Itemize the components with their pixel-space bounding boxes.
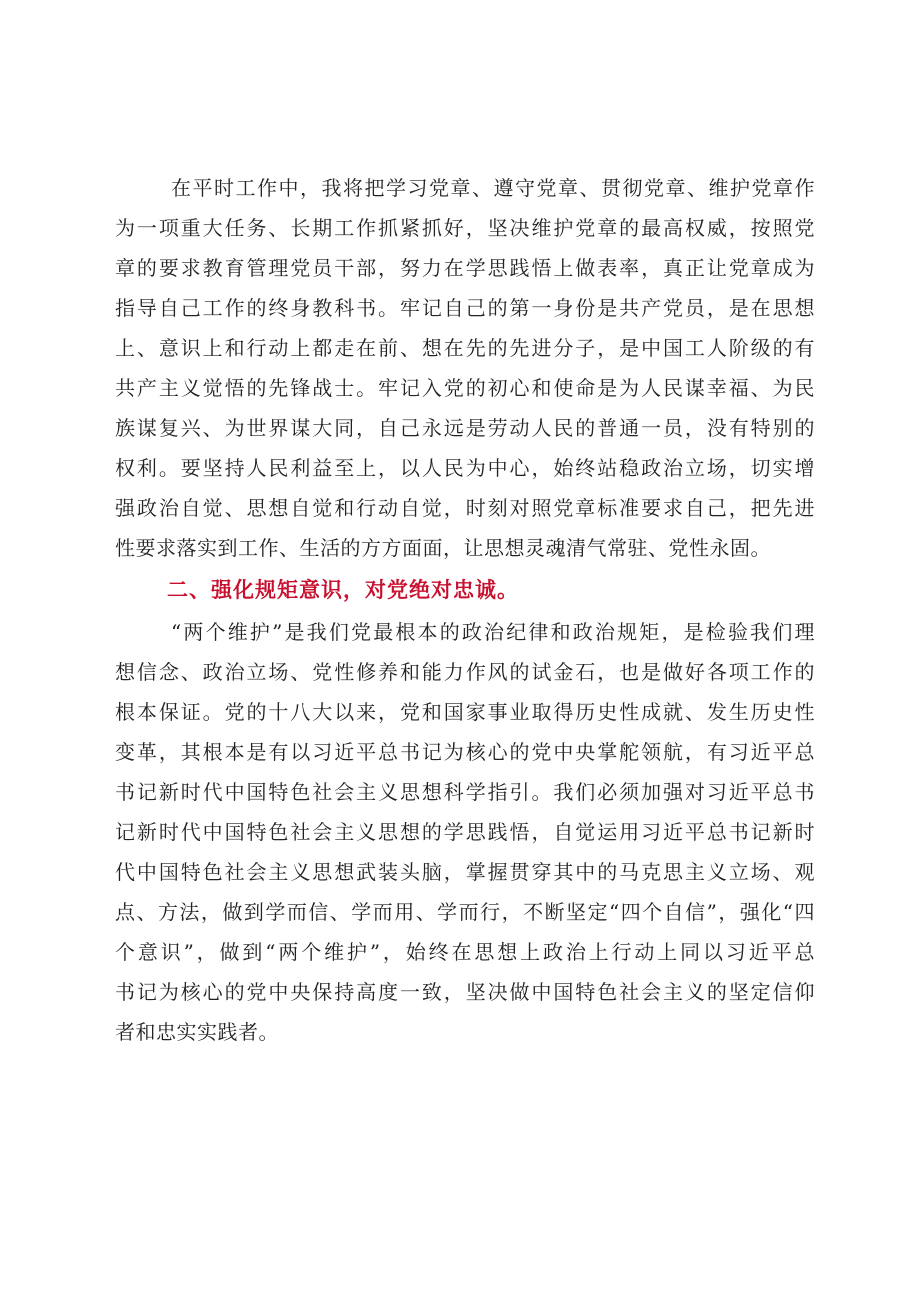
paragraph-line: 共产主义觉悟的先锋战士。牢记入党的初心和使命是为人民谋幸福、为民 xyxy=(115,376,815,400)
paragraph-line: 上、意识上和行动上都走在前、想在先的先进分子，是中国工人阶级的有 xyxy=(115,336,815,360)
paragraph-line: 为一项重大任务、长期工作抓紧抓好，坚决维护党章的最高权威，按照党 xyxy=(115,216,815,240)
paragraph-line: 在平时工作中，我将把学习党章、遵守党章、贯彻党章、维护党章作 xyxy=(171,176,815,200)
paragraph-line: 者和忠实实践者。 xyxy=(115,1020,279,1044)
paragraph-line: 指导自己工作的终身教科书。牢记自己的第一身份是共产党员，是在思想 xyxy=(115,296,815,320)
paragraph-party-constitution xyxy=(115,168,815,568)
paragraph-line: 代中国特色社会主义思想武装头脑，掌握贯穿其中的马克思主义立场、观 xyxy=(115,860,815,884)
paragraph-line: 族谋复兴、为世界谋大同，自己永远是劳动人民的普通一员，没有特别的 xyxy=(115,416,815,440)
paragraph-line: 权利。要坚持人民利益至上，以人民为中心，始终站稳政治立场，切实增 xyxy=(115,456,815,480)
paragraph-line: 个意识”，做到“两个维护”，始终在思想上政治上行动上同以习近平总 xyxy=(115,940,815,964)
paragraph-line: 根本保证。党的十八大以来，党和国家事业取得历史性成就、发生历史性 xyxy=(115,700,815,724)
section-heading: 二、强化规矩意识，对党绝对忠诚。 xyxy=(167,578,519,602)
paragraph-line: “两个维护”是我们党最根本的政治纪律和政治规矩，是检验我们理 xyxy=(171,620,815,644)
paragraph-line: 书记为核心的党中央保持高度一致，坚决做中国特色社会主义的坚定信仰 xyxy=(115,980,815,1004)
paragraph-two-safeguards xyxy=(115,612,815,1052)
paragraph-line: 变革，其根本是有以习近平总书记为核心的党中央掌舵领航，有习近平总 xyxy=(115,740,815,764)
document-body xyxy=(115,168,815,1052)
paragraph-line: 性要求落实到工作、生活的方方面面，让思想灵魂清气常驻、党性永固。 xyxy=(115,536,771,560)
paragraph-line: 强政治自觉、思想自觉和行动自觉，时刻对照党章标准要求自己，把先进 xyxy=(115,496,815,520)
paragraph-line: 想信念、政治立场、党性修养和能力作风的试金石，也是做好各项工作的 xyxy=(115,660,815,684)
paragraph-line: 点、方法，做到学而信、学而用、学而行，不断坚定“四个自信”，强化“四 xyxy=(115,900,815,924)
paragraph-line: 书记新时代中国特色社会主义思想科学指引。我们必须加强对习近平总书 xyxy=(115,780,815,804)
paragraph-line: 记新时代中国特色社会主义思想的学思践悟，自觉运用习近平总书记新时 xyxy=(115,820,815,844)
paragraph-line: 章的要求教育管理党员干部，努力在学思践悟上做表率，真正让党章成为 xyxy=(115,256,815,280)
